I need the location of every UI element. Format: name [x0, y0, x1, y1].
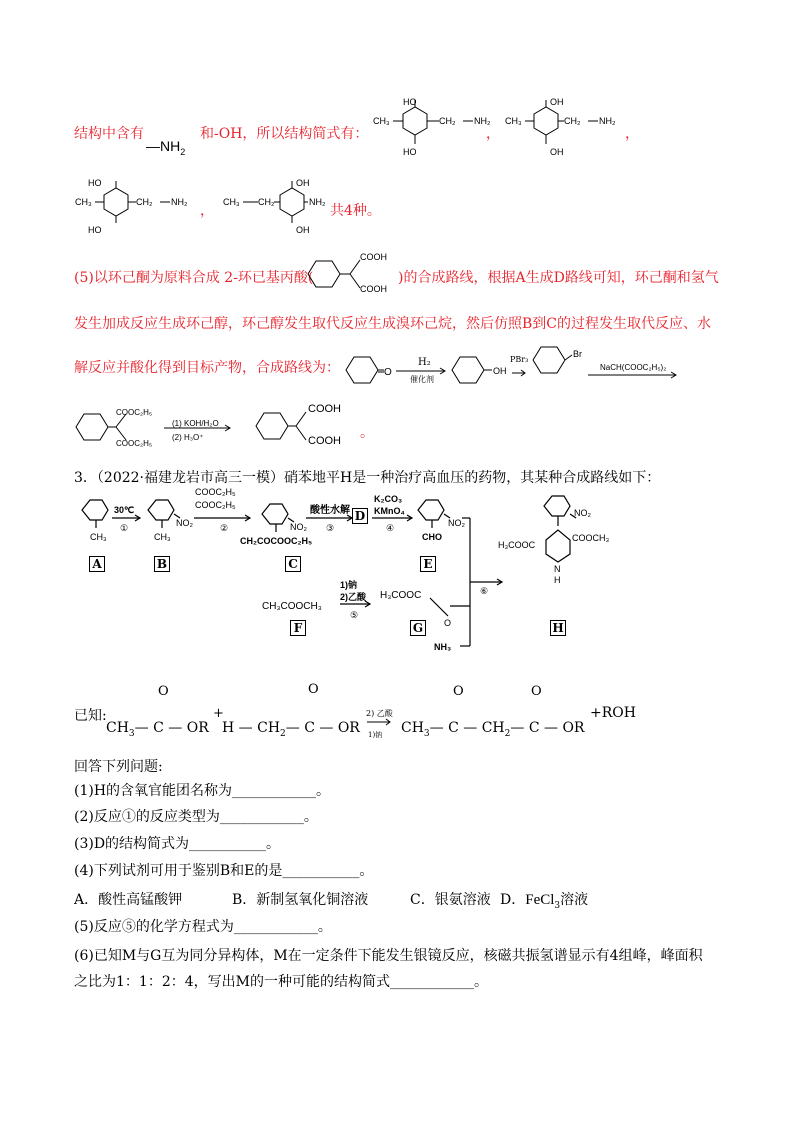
label-a: A — [89, 556, 105, 572]
label-d: D — [352, 508, 368, 524]
h-n: N — [554, 564, 561, 574]
ho-bot-1: HO — [403, 147, 417, 157]
nh2-subscript: 2 — [180, 146, 186, 157]
g-formula: H₃COOC — [380, 590, 422, 601]
label-h: H — [550, 620, 566, 636]
ch2-4: CH₂ — [258, 197, 275, 207]
reagent-h3o: (2) H₃O⁺ — [172, 433, 204, 442]
opt-d: D．FeCl$_3$溶液 — [500, 892, 589, 911]
nh2-1: NH₂ — [474, 116, 491, 126]
nh2-4: NH₂ — [309, 197, 326, 207]
known-arrow-top: 2) 乙酸 — [366, 709, 393, 718]
structure-3 — [70, 173, 200, 238]
known-roh: +ROH — [590, 705, 636, 721]
e-no2: NO₂ — [448, 518, 465, 528]
n5: ⑤ — [350, 610, 359, 620]
q3-5: (5)反应⑤的化学方程式为____________。 — [74, 919, 332, 935]
known-o4: O — [531, 684, 542, 699]
ester-top: COOC₂H₅ — [116, 408, 153, 417]
c-no2: NO₂ — [290, 522, 307, 532]
r4b: KMnO₄ — [374, 506, 405, 516]
s5-line1b: )的合成路线，根据A生成D路线可知，环己酮和氢气 — [398, 270, 719, 286]
n3: ③ — [326, 523, 335, 533]
cooh-bot: COOH — [360, 284, 387, 294]
oh-top-4: OH — [296, 178, 310, 188]
oh-bot-4: OH — [296, 225, 310, 235]
known-product: $CH_3—$ C — $CH_2—$ C — OR — [401, 720, 585, 739]
q3-6b: 之比为1：1：2：4，写出M的一种可能的结构简式____________。 — [74, 974, 488, 990]
r2b: COOC₂H₅ — [195, 500, 236, 510]
target-structure — [302, 250, 398, 298]
q3-1: (1)H的含氧官能团名称为____________。 — [74, 783, 331, 799]
r4a: K₂CO₃ — [374, 494, 403, 504]
label-g: G — [410, 620, 426, 636]
ch2-1: CH₂ — [439, 116, 456, 126]
structure-4 — [218, 173, 338, 238]
oh-atom: OH — [493, 366, 507, 376]
q3-2: (2)反应①的反应类型为____________。 — [74, 809, 318, 825]
n1: ① — [120, 523, 129, 533]
s1-text-start: 结构中含有 — [74, 126, 144, 142]
oh-top-2: OH — [550, 97, 564, 107]
n6: ⑥ — [480, 586, 489, 596]
s5-line3: 解反应并酸化得到目标产物，合成路线为： — [74, 360, 340, 376]
br-atom: Br — [573, 349, 582, 359]
ho-bot-3: HO — [88, 225, 102, 235]
opt-b: B．新制氢氧化铜溶液 — [232, 892, 369, 908]
q3-4: (4)下列试剂可用于鉴别B和E的是___________。 — [74, 863, 374, 879]
nh2-3: NH₂ — [171, 197, 188, 207]
known-o1: O — [158, 684, 169, 699]
ester-bot: COOC₂H₅ — [116, 439, 153, 448]
f-formula: CH₃COOCH₃ — [262, 601, 322, 612]
known-reactant1: $CH_3—$ C — OR — [106, 720, 209, 739]
route-line-2 — [70, 398, 390, 453]
opt-d-sub: 3 — [554, 900, 561, 911]
comma-2: ， — [625, 126, 639, 142]
label-f: F — [290, 620, 306, 636]
b-no2: NO₂ — [176, 518, 193, 528]
h-no2: NO₂ — [574, 508, 591, 518]
ask: 回答下列问题: — [74, 759, 163, 775]
structure-1 — [355, 96, 495, 161]
h-h: H — [554, 575, 561, 585]
r2a: COOC₂H₅ — [195, 487, 236, 497]
g-o: O — [444, 618, 452, 628]
structure-2 — [500, 96, 630, 161]
reactant2-sub: 2 — [280, 728, 286, 739]
acid-top: COOH — [308, 403, 341, 415]
nh3: NH₃ — [434, 642, 452, 652]
c-formula: CH₂COCOOC₂H₅ — [240, 536, 313, 546]
ch3-4: CH₃ — [223, 197, 240, 207]
nh2-label: $—NH_2$ — [146, 138, 186, 157]
acid-bot: COOH — [308, 435, 341, 447]
q3-6a: (6)已知M与G互为同分异构体，M在一定条件下能发生银镜反应，核磁共振氢谱显示有4组峰，峰面积 — [74, 948, 703, 964]
b-ch3: CH₃ — [154, 532, 171, 542]
ho-top-1: HO — [403, 97, 417, 107]
a-ch3: CH₃ — [90, 532, 107, 542]
reagent-pbr3: PBr₃ — [510, 355, 529, 364]
known-o3: O — [453, 684, 464, 699]
comma-1: ， — [486, 126, 500, 142]
cooh-top: COOH — [360, 252, 387, 262]
reagent-na: NaCH(COOC₂H₅)₂ — [600, 363, 667, 372]
ch2-3: CH₂ — [136, 197, 153, 207]
known-arrow-bot: 1)钠 — [368, 731, 383, 739]
s1-text-mid: 和-OH，所以结构简式有： — [200, 126, 369, 142]
ch2-2: CH₂ — [564, 116, 581, 126]
oh-bot-2: OH — [550, 147, 564, 157]
n4: ④ — [386, 523, 395, 533]
ch3-3: CH₃ — [75, 197, 92, 207]
s5-end: 。 — [360, 425, 374, 441]
q3-title: 3．（2022·福建龙岩市高三一模）硝苯地平H是一种治疗高血压的药物，其某种合成路线如下： — [74, 470, 661, 486]
r5b: 2)乙酸 — [340, 592, 367, 602]
e-cho: CHO — [422, 532, 442, 542]
opt-c: C．银氨溶液 — [410, 892, 491, 908]
label-c: C — [285, 556, 301, 572]
s5-line2: 发生加成反应生成环己醇，环己醇发生取代反应生成溴环己烷，然后仿照B到C的过程发生取代反应、水 — [74, 316, 711, 332]
label-b: B — [154, 556, 170, 572]
ch3-2: CH₃ — [505, 116, 522, 126]
r3: 酸性水解 — [310, 505, 350, 516]
reagent-koh: (1) KOH/H₂O — [172, 419, 219, 428]
product-sub3: 3 — [423, 728, 430, 739]
label-e: E — [420, 556, 436, 572]
q3-3: (3)D的结构简式为___________。 — [74, 836, 281, 852]
known-label: 已知: — [74, 708, 107, 724]
h-right: COOCH₃ — [572, 533, 610, 543]
o-atom: O — [384, 367, 392, 378]
known-o2: O — [308, 682, 319, 697]
known-plus: + — [213, 706, 224, 721]
product-sub2: 2 — [504, 728, 511, 739]
known-arrow — [366, 718, 392, 726]
opt-a: A．酸性高锰酸钾 — [74, 892, 183, 908]
reagent-cat: 催化剂 — [410, 375, 434, 384]
r1: 30℃ — [114, 505, 135, 515]
n2: ② — [220, 523, 229, 533]
reagent-h2: H₂ — [418, 357, 431, 368]
r5a: 1)钠 — [340, 580, 358, 590]
ho-top-3: HO — [88, 178, 102, 188]
ch3-1: CH₃ — [373, 116, 390, 126]
nh2-2: NH₂ — [599, 116, 616, 126]
comma-3: ， — [200, 203, 214, 219]
reactant1-sub: 3 — [128, 728, 135, 739]
h-left: H₃COOC — [498, 540, 536, 550]
s1-end: 共4种。 — [330, 203, 381, 219]
known-reactant2: H — $CH_2—$ C — OR — [222, 720, 360, 739]
s5-line1a: (5)以环己酮为原料合成 2-环已基丙酸( — [74, 270, 314, 286]
